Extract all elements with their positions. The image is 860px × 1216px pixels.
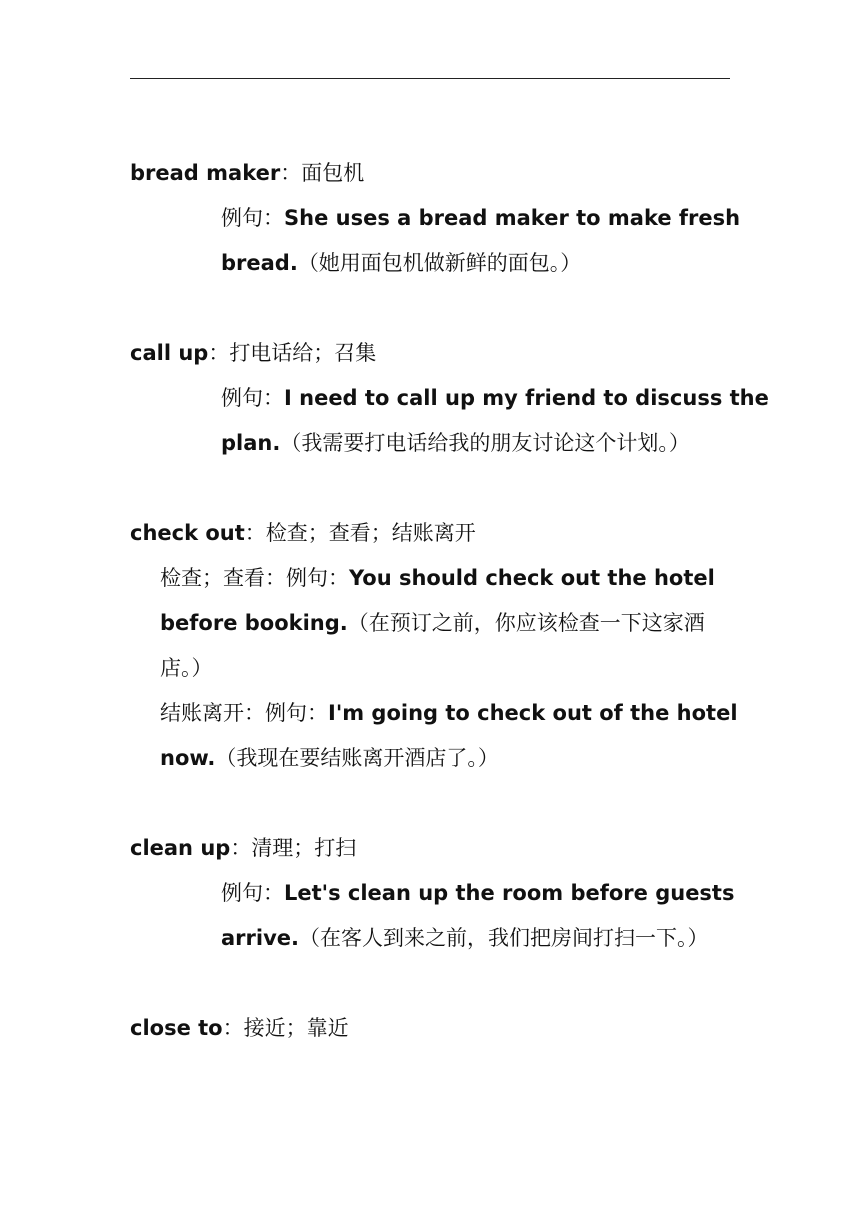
example-translation: （在预订之前，你应该检查一下这家酒 (347, 611, 705, 635)
example-english: bread. (221, 251, 298, 275)
entry-term: clean up (130, 836, 231, 860)
example-line (160, 743, 499, 773)
entry-meaning: 面包机 (301, 161, 365, 185)
example-translation: （我需要打电话给我的朋友讨论这个计划。） (280, 431, 690, 455)
separator: ： (280, 161, 302, 185)
example-prefix: 例句： (221, 386, 284, 410)
example-line (160, 698, 738, 728)
example-translation: （在客人到来之前，我们把房间打扫一下。） (299, 926, 709, 950)
example-english: I'm going to check out of the hotel (328, 701, 738, 725)
example-english: plan. (221, 431, 281, 455)
example-translation: （她用面包机做新鲜的面包。） (297, 251, 582, 275)
entry-heading (130, 833, 356, 863)
example-line (160, 653, 213, 683)
example-line (221, 923, 709, 953)
example-english: I need to call up my friend to discuss the (284, 386, 769, 410)
example-english: Let's clean up the room before guests (284, 881, 735, 905)
example-english: now. (160, 746, 216, 770)
entry-term: close to (130, 1016, 223, 1040)
entry-meaning: 检查；查看；结账离开 (265, 521, 476, 545)
entry-meaning: 清理；打扫 (251, 836, 357, 860)
entry-term: bread maker (130, 161, 281, 185)
separator: ： (244, 521, 266, 545)
entry-heading (130, 338, 376, 368)
entry-term: check out (130, 521, 245, 545)
example-translation: （我现在要结账离开酒店了。） (215, 746, 499, 770)
example-translation: 店。） (160, 656, 213, 680)
separator: ： (230, 836, 252, 860)
entry-term: call up (130, 341, 209, 365)
separator: ： (222, 1016, 244, 1040)
example-line (221, 248, 581, 278)
example-line (221, 383, 769, 413)
example-prefix: 例句： (221, 881, 284, 905)
example-prefix: 结账离开：例句： (160, 701, 328, 725)
example-english: before booking. (160, 611, 348, 635)
example-line (160, 563, 715, 593)
example-english: She uses a bread maker to make fresh (284, 206, 741, 230)
entry-heading (130, 158, 364, 188)
header-rule (130, 78, 730, 79)
example-line (221, 428, 690, 458)
entry-meaning: 接近；靠近 (243, 1016, 349, 1040)
example-english: You should check out the hotel (349, 566, 715, 590)
entry-heading (130, 1013, 349, 1043)
example-prefix: 例句： (221, 206, 284, 230)
entry-meaning: 打电话给；召集 (229, 341, 377, 365)
example-line (221, 878, 734, 908)
example-english: arrive. (221, 926, 299, 950)
example-prefix: 检查；查看：例句： (160, 566, 349, 590)
separator: ： (208, 341, 230, 365)
entry-heading (130, 518, 476, 548)
example-line (221, 203, 740, 233)
example-line (160, 608, 705, 638)
